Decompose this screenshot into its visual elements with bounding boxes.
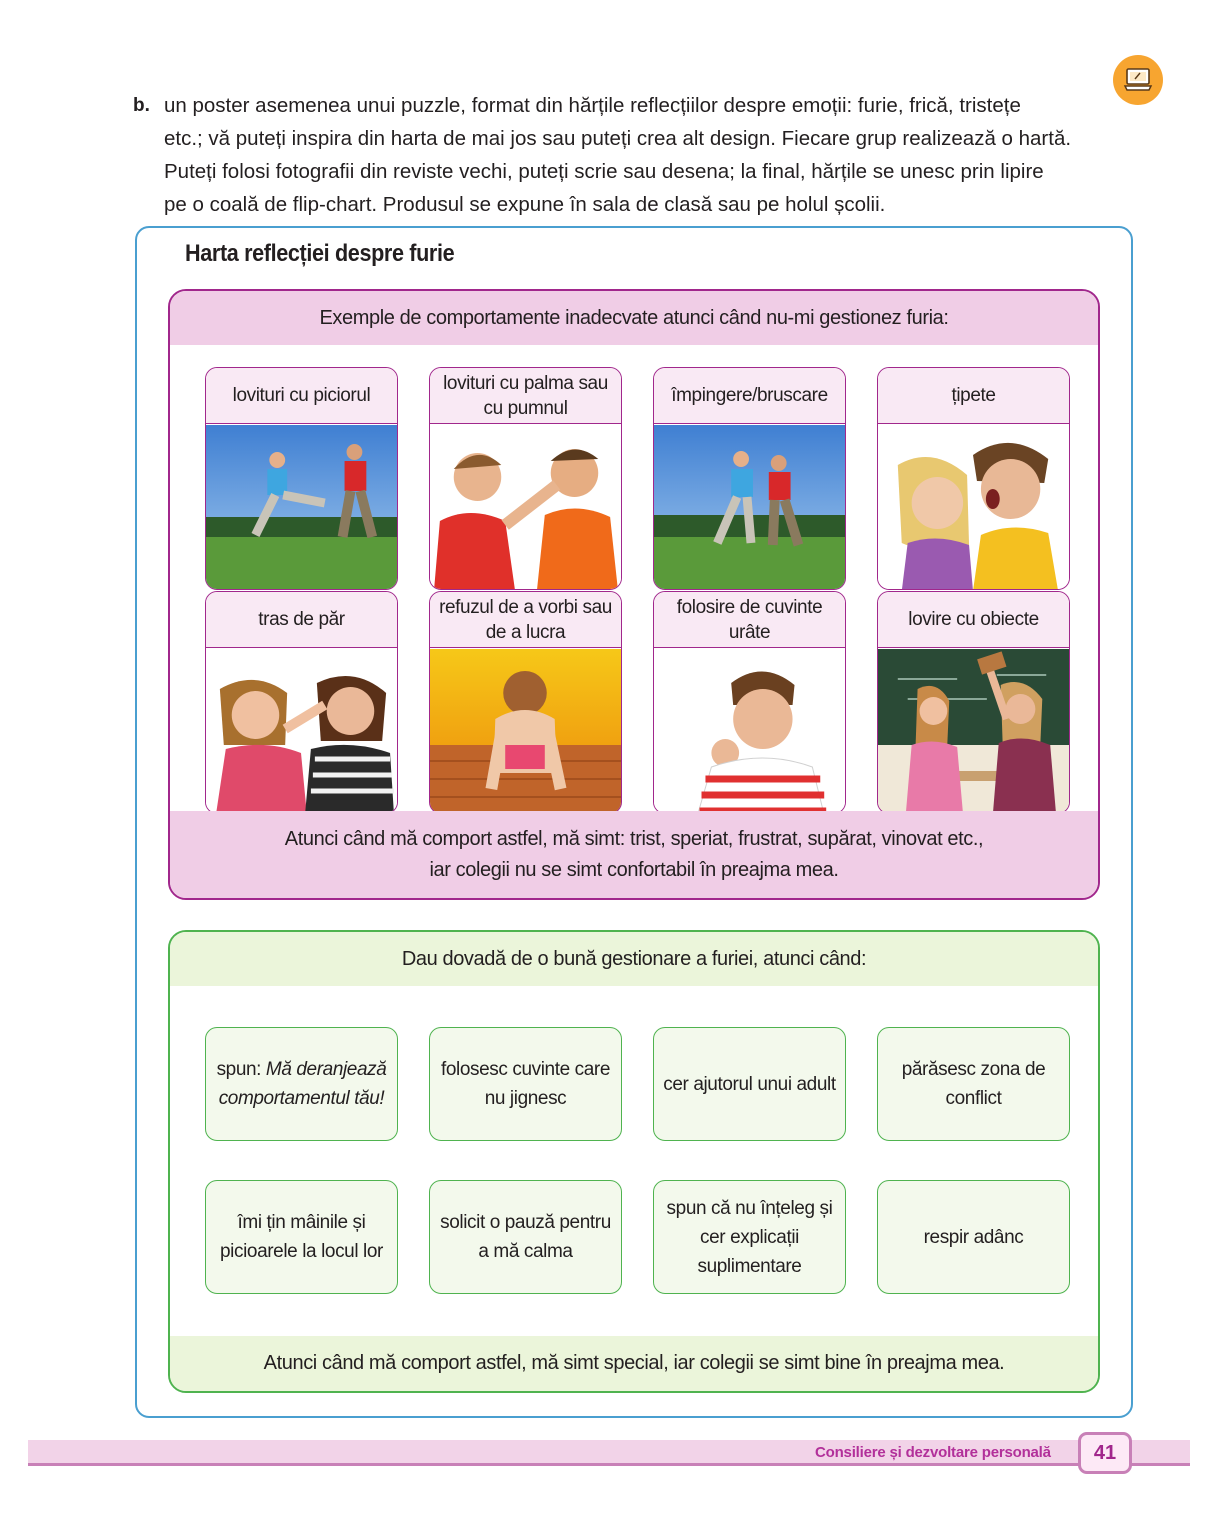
punching-photo [430,425,621,590]
intro-line: pe o coală de flip-chart. Produsul se expune în sala de clasă sau pe holul școlii. [164,193,886,216]
behavior-card [429,591,622,814]
good-management-header: Dau dovadă de o bună gestionare a furiei, atunci când: [170,932,1098,986]
good-behavior-quote: Mă deranjează comportamentul tău! [218,1059,387,1109]
kicking-photo [206,425,397,590]
refusal-photo [430,649,621,814]
behavior-card [877,591,1070,814]
inappropriate-feelings [170,811,1098,898]
inappropriate-header: Exemple de comportamente inadecvate atunci când nu-mi gestionez furia: [170,291,1098,345]
intro-line: un poster asemenea unui puzzle, format din hărțile reflecțiilor despre emoții: furie, frică, tristețe [164,94,1021,117]
behavior-card [653,367,846,590]
pushing-photo [654,425,845,590]
behavior-label: lovituri cu piciorul [206,368,397,424]
good-behavior-card [205,1027,398,1141]
behavior-label: țipete [878,368,1069,424]
book-title: Consiliere și dezvoltare personală [815,1444,1051,1461]
good-behavior-card [877,1027,1070,1141]
good-behavior-card [653,1180,846,1294]
page-number: 41 [1078,1432,1132,1474]
good-behavior-label [212,1055,391,1113]
behavior-label: lovire cu obiecte [878,592,1069,648]
behavior-label: tras de păr [206,592,397,648]
good-behavior-label: spun că nu înțeleg și cer explicații suplimentare [666,1197,833,1277]
good-behavior-label: cer ajutorul unui adult [663,1073,836,1095]
intro-line: etc.; vă puteți inspira din harta de mai jos sau puteți crea alt design. Fiecare grup realizează o hartă. [164,127,1072,150]
behavior-card [653,591,846,814]
good-behavior-card [429,1180,622,1294]
good-behavior-label: solicit o pauză pentru a mă calma [440,1212,611,1262]
map-title: Harta reflecției despre furie [185,240,455,267]
bad-words-photo [654,649,845,814]
good-behavior-label: îmi țin mâinile și picioarele la locul lor [220,1212,383,1262]
good-management-feelings: Atunci când mă comport astfel, mă simt special, iar colegii se simt bine în preajma mea. [170,1336,1098,1391]
behavior-label: refuzul de a vorbi sau de a lucra [430,592,621,648]
good-behavior-card [429,1027,622,1141]
good-behavior-label: părăsesc zona de conflict [901,1059,1046,1109]
laptop-icon [1113,55,1163,105]
good-behavior-prefix: spun: [216,1059,266,1080]
item-letter: b. [133,95,150,116]
hair-pulling-photo [206,649,397,814]
good-behavior-label: folosesc cuvinte care nu jignesc [440,1059,611,1109]
behavior-label: împingere/bruscare [654,368,845,424]
intro-line: Puteți folosi fotografii din reviste vechi, puteți scrie sau desena; la final, hărțile se unesc prin lipire [164,160,1044,183]
behavior-label: lovituri cu palma sau cu pumnul [430,368,621,424]
behavior-card [429,367,622,590]
behavior-card [205,367,398,590]
feelings-line-1: Atunci când mă comport astfel, mă simt: trist, speriat, frustrat, supărat, vinovat etc., [284,827,984,850]
good-management-panel [168,930,1100,1393]
good-behavior-card [653,1027,846,1141]
good-behavior-label: respir adânc [923,1226,1024,1248]
good-behavior-card [877,1180,1070,1294]
good-behavior-card [205,1180,398,1294]
behavior-label: folosire de cuvinte urâte [654,592,845,648]
behavior-card [877,367,1070,590]
hitting-objects-photo [878,649,1069,814]
feelings-line-2: iar colegii nu se simt confortabil în preajma mea. [429,858,839,881]
shouting-photo [878,425,1069,590]
behavior-card [205,591,398,814]
inappropriate-behaviors-panel [168,289,1100,900]
